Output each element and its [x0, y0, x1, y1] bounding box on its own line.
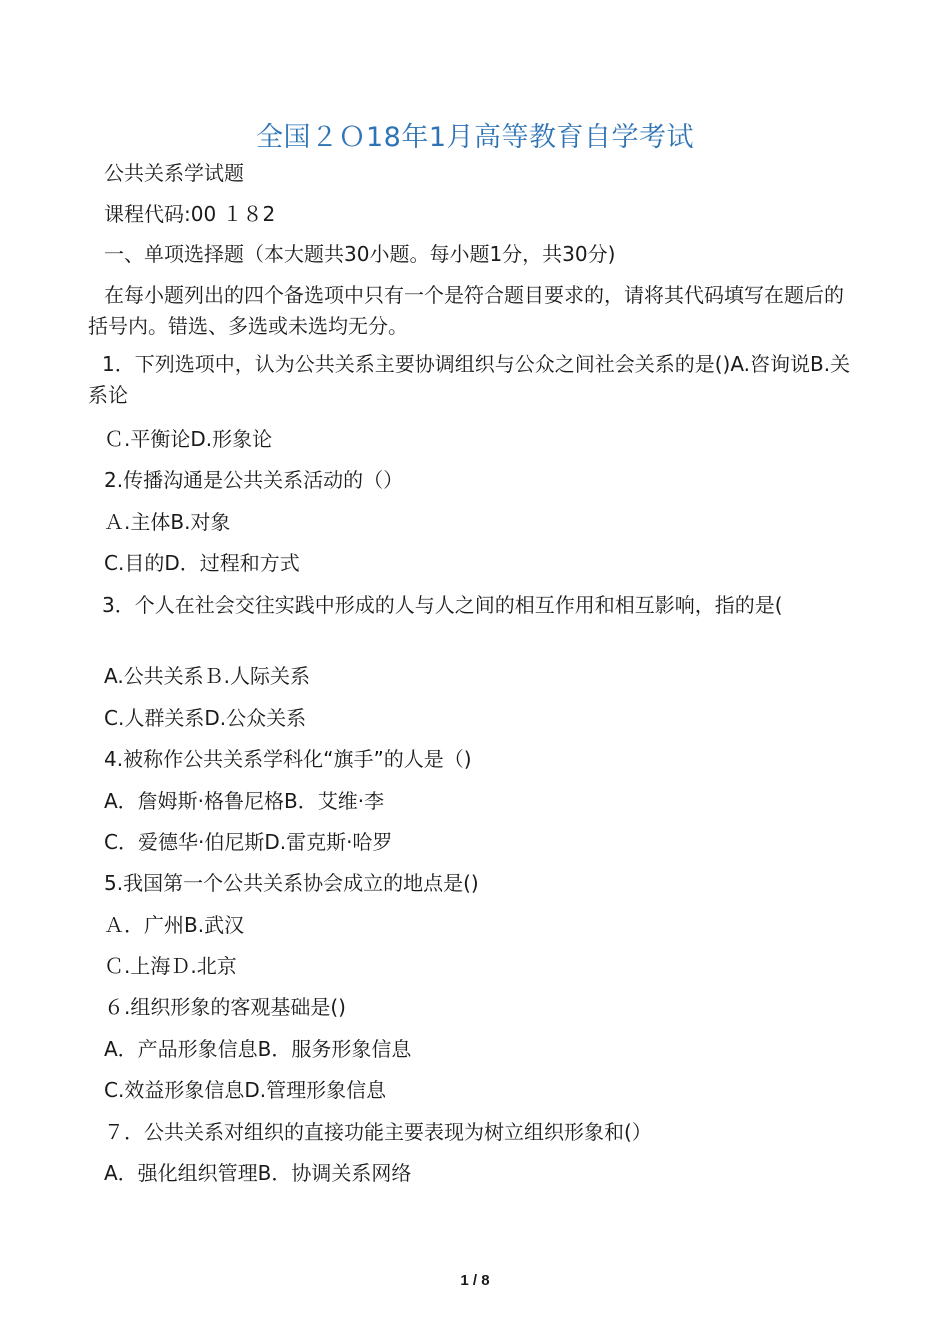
question-option: C．爱德华·伯尼斯D.雷克斯·哈罗 [104, 830, 393, 854]
question-option: Ａ．广州B.武汉 [104, 913, 245, 937]
question-option: A．产品形象信息B．服务形象信息 [104, 1037, 412, 1061]
question-stem: ７．公共关系对组织的直接功能主要表现为树立组织形象和(） [104, 1120, 652, 1144]
question-option: A．詹姆斯·格鲁尼格B．艾维·李 [104, 789, 385, 813]
question-option: A.公共关系Ｂ.人际关系 [104, 664, 311, 688]
question-option: Ａ.主体B.对象 [104, 510, 231, 534]
document-title: 全国２Ｏ18年1月高等教育自学考试 [255, 122, 695, 153]
question-stem: 4.被称作公共关系学科化“旗手”的人是（) [104, 747, 472, 771]
question-option: C.目的D．过程和方式 [104, 551, 300, 575]
question-stem: 5.我国第一个公共关系协会成立的地点是() [104, 871, 479, 895]
exam-subject: 公共关系学试题 [104, 161, 244, 185]
question-option: C.效益形象信息D.管理形象信息 [104, 1078, 387, 1102]
instructions-paragraph: 在每小题列出的四个备选项中只有一个是符合题目要求的，请将其代码填写在题后的括号内。错选、多选或未选均无分。 [88, 283, 844, 338]
question-option: C.人群关系D.公众关系 [104, 706, 307, 730]
section-heading: 一、单项选择题（本大题共30小题。每小题1分，共30分) [104, 242, 616, 266]
question-stem: 1．下列选项中，认为公共关系主要协调组织与公众之间社会关系的是()A.咨询说B.关系论 [88, 352, 851, 407]
question-option: Ｃ.平衡论D.形象论 [104, 427, 273, 451]
page-indicator: 1 / 8 [460, 1272, 490, 1289]
question-option: A．强化组织管理B．协调关系网络 [104, 1161, 412, 1185]
question-stem: 3．个人在社会交往实践中形成的人与人之间的相互作用和相互影响，指的是( [102, 593, 783, 617]
question-stem: 2.传播沟通是公共关系活动的（） [104, 468, 404, 492]
question-option: Ｃ.上海Ｄ.北京 [104, 954, 237, 978]
course-code: 课程代码:00 １８2 [104, 202, 276, 226]
question-stem: ６.组织形象的客观基础是() [104, 995, 346, 1019]
